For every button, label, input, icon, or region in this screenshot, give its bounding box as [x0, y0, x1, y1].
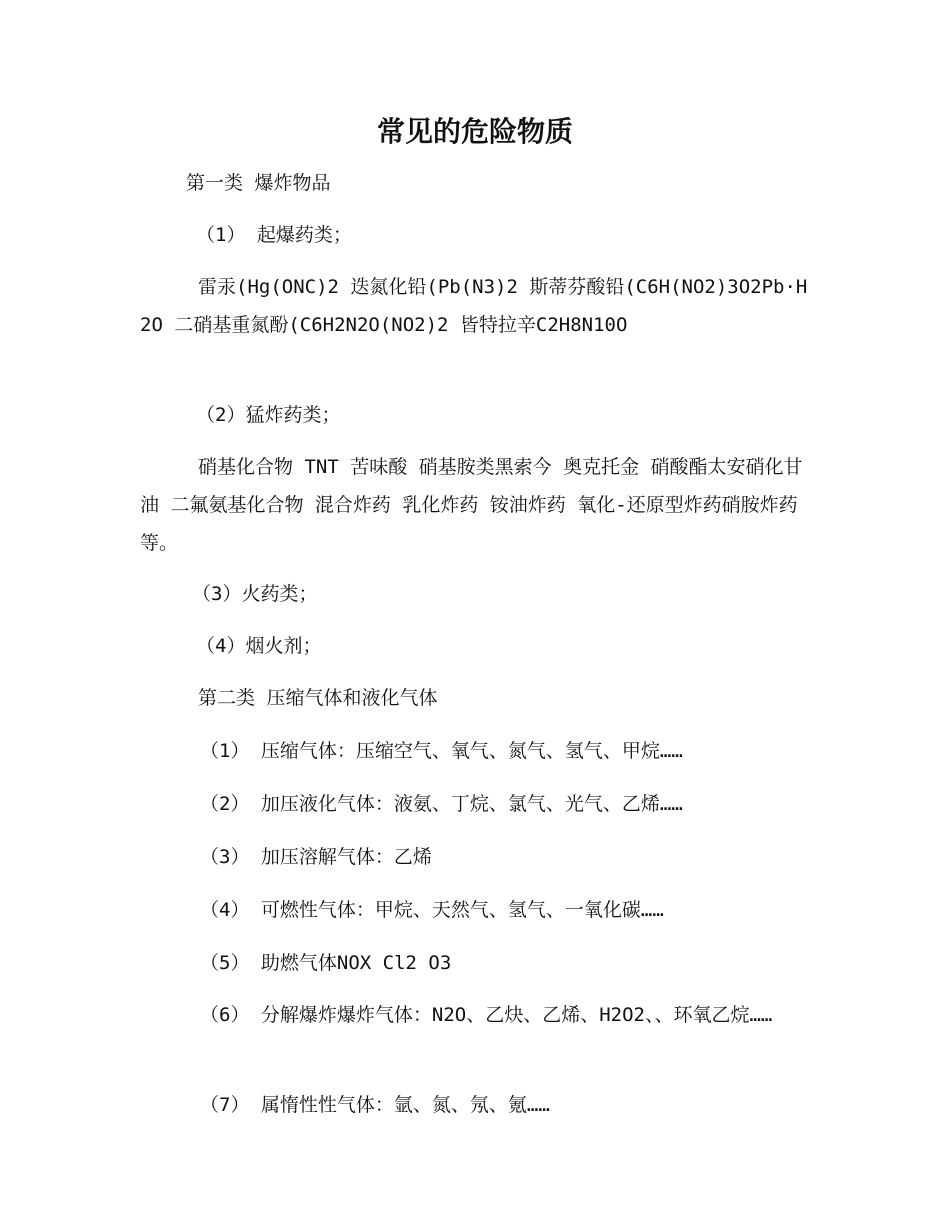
class1-sub2-paragraph: 硝基化合物 TNT 苦味酸 硝基胺类黑索今 奥克托金 硝酸酯太安硝化甘油 二氟氨基化合物 混合炸药 乳化炸药 铵油炸药 氧化-还原型炸药硝胺炸药等。	[140, 456, 803, 554]
class2-item-wrapped: （6） 分解爆炸爆炸气体：N2O、乙炔、乙烯、H2O2、、环氧乙烷……	[200, 1004, 773, 1026]
class2-item: （5） 助燃气体NOX Cl2 O3	[200, 952, 452, 974]
class1-sub2-heading: （2）猛炸药类；	[196, 404, 341, 426]
class1-sub3-heading: （3）火药类；	[192, 583, 318, 605]
class2-item: （1） 压缩气体：压缩空气、氧气、氮气、氢气、甲烷……	[200, 740, 683, 762]
class2-heading: 第二类 压缩气体和液化气体	[198, 687, 438, 709]
class2-item: （3） 加压溶解气体：乙烯	[200, 846, 432, 868]
class2-item: （4） 可燃性气体：甲烷、天然气、氢气、一氧化碳……	[200, 899, 664, 921]
class2-item: （2） 加压液化气体：液氨、丁烷、氯气、光气、乙烯……	[200, 793, 683, 815]
class1-sub1-paragraph: 雷汞(Hg(ONC)2 迭氮化铅(Pb(N3)2 斯蒂芬酸铅(C6H(NO2)3O2Pb·H2O 二硝基重氮酚(C6H2N2O(NO2)2 皆特拉辛C2H8N10O	[140, 276, 808, 336]
class1-heading: 第一类 爆炸物品	[186, 172, 331, 194]
page-title: 常见的危险物质	[376, 115, 573, 148]
class1-sub1-heading: （1） 起爆药类；	[196, 224, 352, 246]
class2-item: （7） 属惰性性气体：氩、氮、氖、氪……	[200, 1094, 550, 1116]
class1-sub4-heading: （4）烟火剂；	[196, 635, 322, 657]
